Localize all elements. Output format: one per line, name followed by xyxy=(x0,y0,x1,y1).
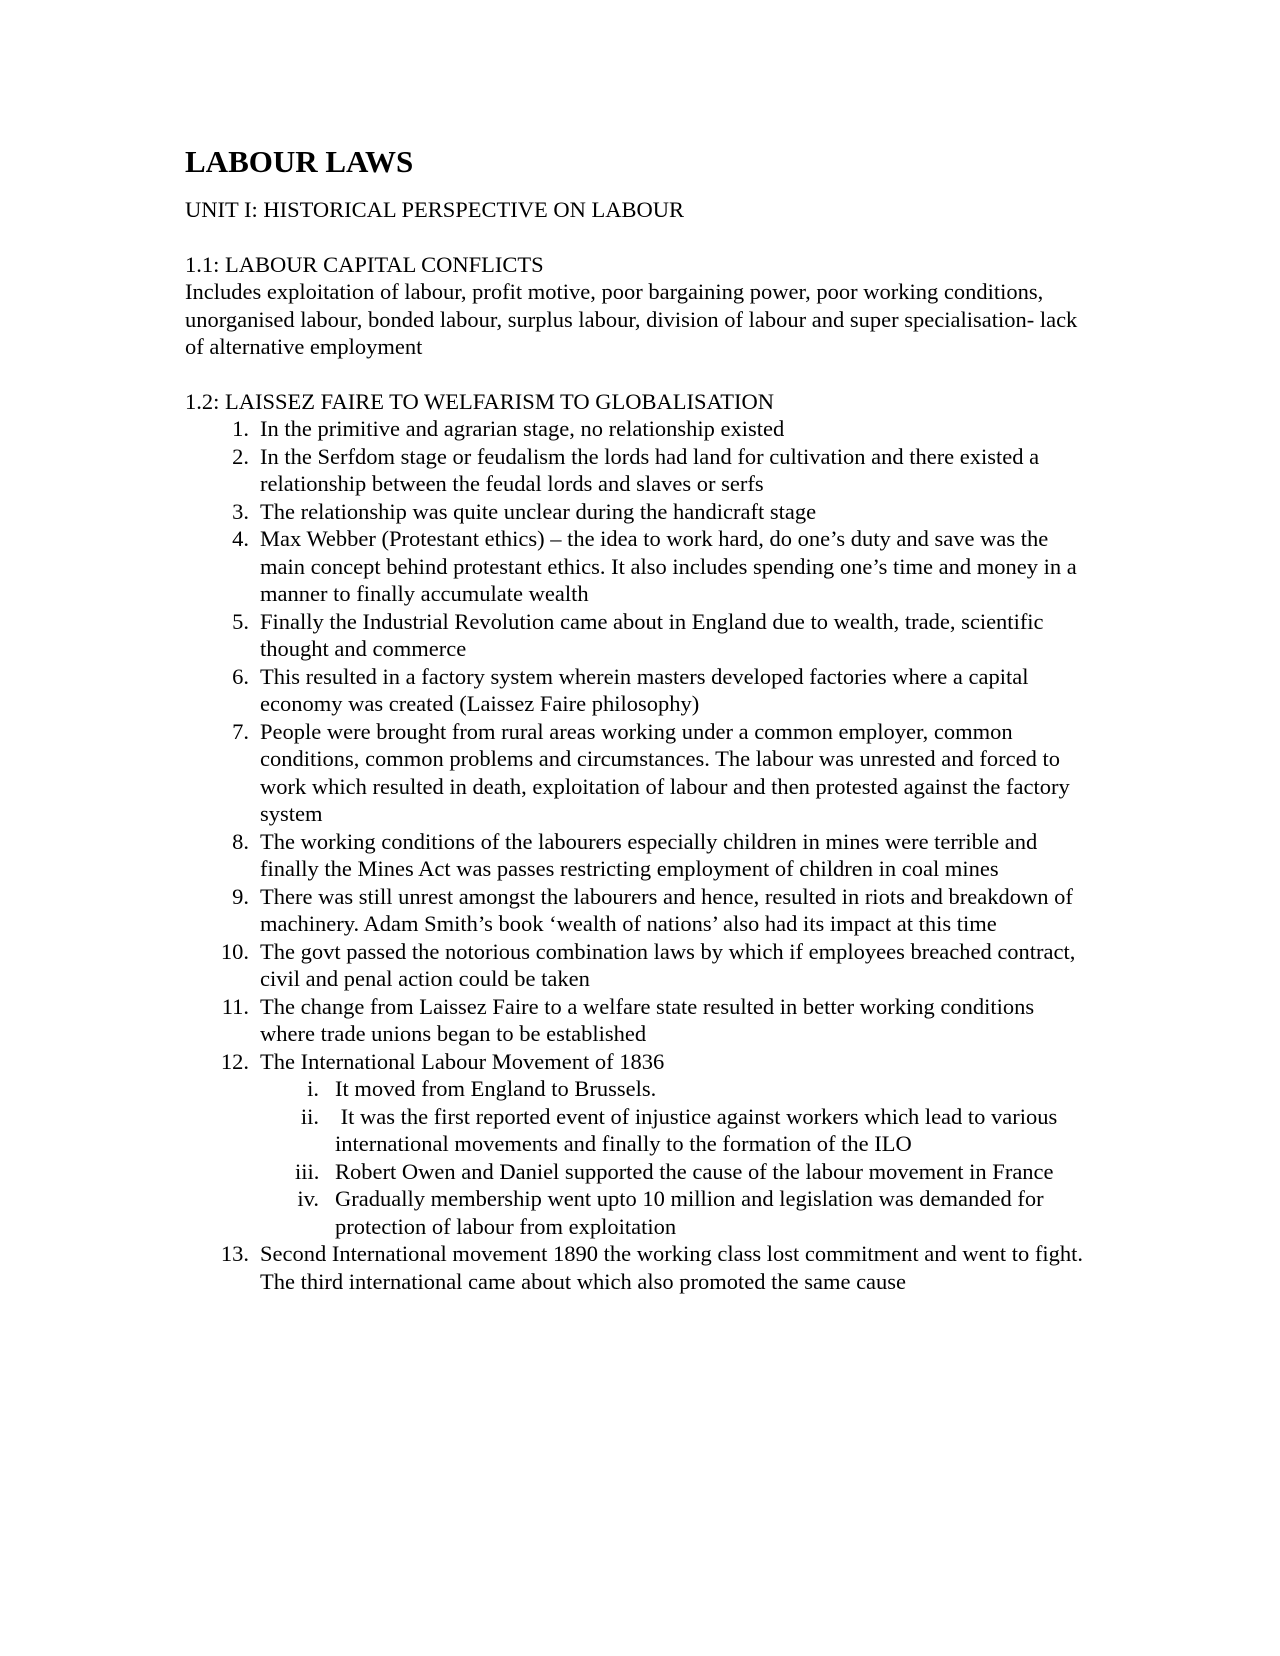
document-page xyxy=(185,143,1085,1295)
sub-list-item xyxy=(307,1075,1085,1103)
sub-list-number: iii. xyxy=(295,1158,320,1184)
sub-list-item xyxy=(295,1158,1085,1186)
list-number: 1. xyxy=(232,416,249,441)
list-item-text: In the primitive and agrarian stage, no relationship existed xyxy=(260,416,785,441)
list-item-text: Max Webber (Protestant ethics) – the idea to work hard, do one’s duty and save was the main concept behind protestant ethics. It also includes spending one’s time and money in a manner to finally accumulate wealth xyxy=(260,526,1077,606)
list-item xyxy=(220,1240,1085,1295)
sub-list-number: iv. xyxy=(297,1186,319,1211)
list-item-text: The govt passed the notorious combination laws by which if employees breached contract, civil and penal action could be taken xyxy=(260,938,1076,991)
list-number: 5. xyxy=(232,608,249,634)
sub-list-item xyxy=(300,1103,1085,1158)
sub-list-item-text: Gradually membership went upto 10 million and legislation was demanded for protection of labour from exploitation xyxy=(335,1186,1044,1239)
section-1-heading: 1.1: LABOUR CAPITAL CONFLICTS xyxy=(185,251,544,277)
sub-list-item xyxy=(297,1185,1085,1240)
list-number: 8. xyxy=(232,828,249,854)
list-item xyxy=(232,663,1085,718)
list-item xyxy=(220,938,1085,993)
list-number: 4. xyxy=(232,526,249,551)
list-item-text: Finally the Industrial Revolution came about in England due to wealth, trade, scientific thought and commerce xyxy=(260,608,1044,661)
list-item-text: There was still unrest amongst the labourers and hence, resulted in riots and breakdown of machinery. Adam Smith’s book ‘wealth of nations’ also had its impact at this time xyxy=(260,883,1073,936)
sub-list xyxy=(260,1075,1085,1240)
list-number: 6. xyxy=(232,663,249,689)
sub-list-item-text: It was the first reported event of injustice against workers which lead to various international movements and finally to the formation of the ILO xyxy=(335,1103,1063,1156)
list-item xyxy=(232,828,1085,883)
list-item xyxy=(220,1048,1085,1241)
list-item-text: Second International movement 1890 the working class lost commitment and went to fight. The third international came about which also promoted the same cause xyxy=(260,1241,1083,1294)
list-item-text: The International Labour Movement of 1836 xyxy=(260,1048,665,1074)
list-number: 7. xyxy=(232,718,249,744)
sub-list-number: i. xyxy=(307,1076,319,1101)
list-item xyxy=(232,443,1085,498)
section-2-heading: 1.2: LAISSEZ FAIRE TO WELFARISM TO GLOBALISATION xyxy=(185,388,774,414)
list-item-text: In the Serfdom stage or feudalism the lords had land for cultivation and there existed a relationship between the feudal lords and slaves or serfs xyxy=(260,443,1040,496)
list-number: 13. xyxy=(220,1241,249,1266)
unit-heading: UNIT I: HISTORICAL PERSPECTIVE ON LABOUR xyxy=(185,197,684,222)
section-2-list xyxy=(185,415,1085,1295)
list-number: 12. xyxy=(220,1048,249,1074)
list-number: 11. xyxy=(221,993,249,1019)
list-item-text: The working conditions of the labourers especially children in mines were terrible and finally the Mines Act was passes restricting employment of children in coal mines xyxy=(260,828,1038,881)
sub-list-item-text: It moved from England to Brussels. xyxy=(335,1076,657,1101)
list-item xyxy=(232,718,1085,828)
list-item xyxy=(232,883,1085,938)
list-item xyxy=(232,608,1085,663)
list-item-text: The change from Laissez Faire to a welfare state resulted in better working conditions where trade unions began to be established xyxy=(260,993,1035,1046)
list-number: 3. xyxy=(232,498,249,524)
list-item-text: This resulted in a factory system wherein masters developed factories where a capital economy was created (Laissez Faire philosophy) xyxy=(260,663,1029,716)
section-1-text: Includes exploitation of labour, profit motive, poor bargaining power, poor working conditions, unorganised labour, bonded labour, surplus labour, division of labour and super specialisation- lack of alternative employment xyxy=(185,279,1078,359)
sub-list-number: ii. xyxy=(300,1103,319,1129)
list-item xyxy=(232,498,1085,526)
list-item xyxy=(232,525,1085,608)
list-item xyxy=(221,993,1085,1048)
sub-list-item-text: Robert Owen and Daniel supported the cause of the labour movement in France xyxy=(335,1158,1054,1184)
list-item xyxy=(232,415,1085,443)
list-item-text: People were brought from rural areas working under a common employer, common conditions, common problems and circumstances. The labour was unrested and forced to work which resulted in death, exploitation of labour and then protested against the factory system xyxy=(260,718,1070,826)
list-number: 10. xyxy=(220,938,249,964)
list-number: 2. xyxy=(232,443,249,469)
document-title: LABOUR LAWS xyxy=(185,144,414,179)
list-item-text: The relationship was quite unclear during the handicraft stage xyxy=(260,498,817,524)
list-number: 9. xyxy=(232,883,249,909)
